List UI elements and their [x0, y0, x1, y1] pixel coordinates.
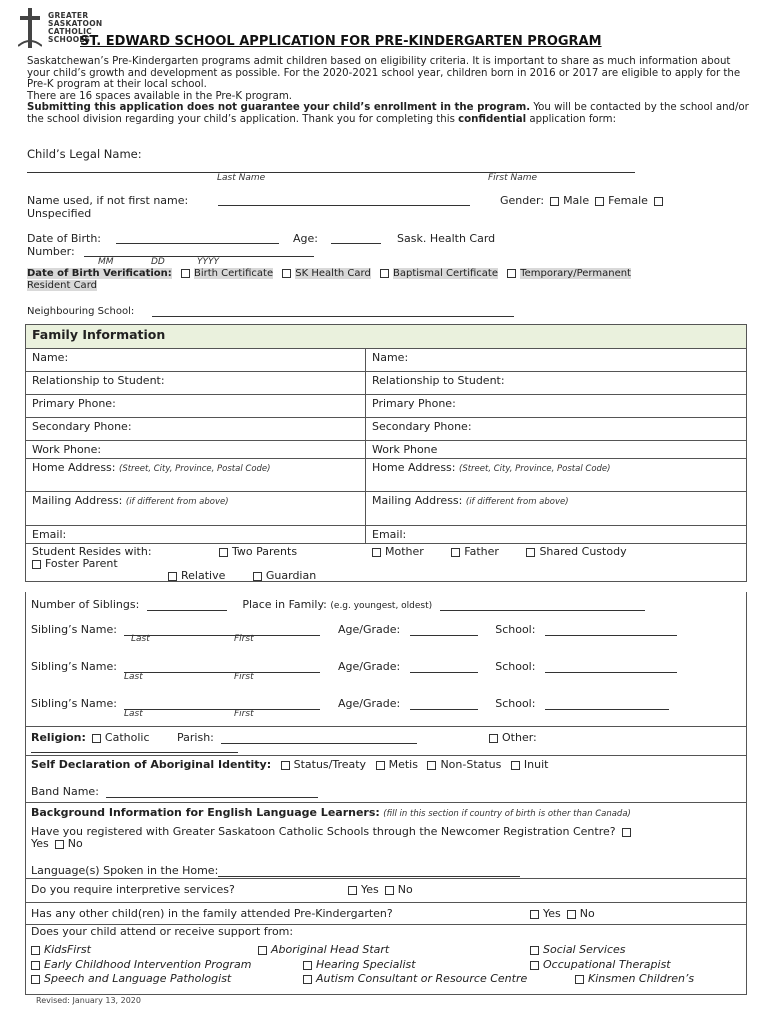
social-services-checkbox[interactable]	[530, 946, 539, 955]
prek-yes-checkbox[interactable]	[530, 910, 539, 919]
school-label: School:	[495, 660, 536, 673]
guardian-checkbox[interactable]	[253, 572, 262, 581]
languages-row	[31, 864, 520, 877]
age-grade-label: Age/Grade:	[337, 623, 401, 636]
kidsfirst-label: KidsFirst	[44, 943, 91, 956]
support-ecip	[25, 958, 251, 971]
siblings-number-label: Number of Siblings:	[31, 598, 140, 611]
sibling1-school-field[interactable]	[545, 624, 677, 636]
inuit-label: Inuit	[523, 758, 549, 771]
dob-verification-row	[27, 268, 631, 279]
parish-field[interactable]	[221, 732, 417, 744]
parent1-secondary-phone[interactable]: Secondary Phone:	[26, 418, 366, 441]
ecip-checkbox[interactable]	[31, 961, 40, 970]
languages-field[interactable]	[218, 865, 520, 877]
mailing-address-hint: (if different from above)	[465, 497, 569, 507]
age-field[interactable]	[331, 230, 381, 244]
unspecified-checkbox[interactable]	[654, 197, 663, 206]
health-number-label: Number:	[27, 245, 75, 258]
prek-row	[31, 907, 393, 920]
interpretive-row	[31, 883, 235, 896]
interpretive-question: Do you require interpretive services?	[31, 883, 235, 896]
resides-line2	[26, 557, 118, 570]
newcomer-yes-checkbox[interactable]	[622, 828, 631, 837]
two-parents-label: Two Parents	[232, 545, 298, 558]
dd-caption: DD	[151, 257, 165, 267]
slp-checkbox[interactable]	[31, 975, 40, 984]
sibling-name-label: Sibling’s Name:	[31, 623, 117, 636]
sibling2-name-field[interactable]	[124, 661, 320, 673]
interpretive-options	[342, 883, 413, 896]
last-name-caption: Last Name	[217, 173, 266, 183]
sibling-row-1	[31, 623, 677, 636]
parent1-work-phone[interactable]: Work Phone:	[26, 441, 366, 459]
newcomer-row-2	[31, 837, 83, 850]
relative-checkbox[interactable]	[168, 572, 177, 581]
name-used-field[interactable]	[218, 192, 470, 206]
sibling-last-caption: Last	[124, 709, 143, 719]
inuit-checkbox[interactable]	[511, 761, 520, 770]
mailing-address-label: Mailing Address:	[372, 494, 463, 507]
prek-yes-label: Yes	[543, 907, 561, 920]
guardian-label: Guardian	[265, 569, 317, 582]
kinsmen-checkbox[interactable]	[575, 975, 584, 984]
ot-label: Occupational Therapist	[543, 958, 671, 971]
parent2-name[interactable]: Name:	[366, 349, 747, 372]
unspecified-label: Unspecified	[27, 207, 92, 220]
health-number-field[interactable]	[84, 243, 314, 257]
resides-label: Student Resides with:	[32, 545, 152, 558]
place-in-family-hint: (e.g. youngest, oldest)	[330, 601, 433, 611]
temp-perm-label: Temporary/Permanent	[520, 268, 631, 279]
shared-custody-checkbox[interactable]	[526, 548, 535, 557]
parent1-primary-phone[interactable]: Primary Phone:	[26, 395, 366, 418]
interpretive-no-label: No	[397, 883, 413, 896]
parent1-relationship[interactable]: Relationship to Student:	[26, 372, 366, 395]
slp-label: Speech and Language Pathologist	[44, 972, 232, 985]
ot-checkbox[interactable]	[530, 961, 539, 970]
interpretive-yes-label: Yes	[361, 883, 379, 896]
kinsmen-label: Kinsmen Children’s	[588, 972, 695, 985]
sk-health-label: SK Health Card	[295, 268, 371, 279]
logo-line: CATHOLIC	[48, 27, 92, 36]
birth-cert-label: Birth Certificate	[193, 268, 274, 279]
sibling-last-caption: Last	[124, 672, 143, 682]
parish-label: Parish:	[177, 731, 214, 744]
baptismal-label: Baptismal Certificate	[392, 268, 498, 279]
aboriginal-row	[31, 758, 548, 771]
support-kidsfirst	[25, 943, 91, 956]
kidsfirst-checkbox[interactable]	[31, 946, 40, 955]
name-used-label: Name used, if not first name:	[27, 194, 189, 207]
sk-health-checkbox[interactable]	[282, 269, 291, 278]
intro-text	[27, 56, 752, 126]
siblings-number-field[interactable]	[147, 599, 227, 611]
ell-header-row	[31, 806, 631, 819]
support-slp	[25, 972, 231, 985]
page-title: ST. EDWARD SCHOOL APPLICATION FOR PRE-KINDERGARTEN PROGRAM	[80, 34, 602, 49]
age-grade-label: Age/Grade:	[337, 660, 401, 673]
mother-checkbox[interactable]	[372, 548, 381, 557]
father-checkbox[interactable]	[451, 548, 460, 557]
sibling2-school-field[interactable]	[545, 661, 677, 673]
female-label: Female	[608, 194, 648, 207]
legal-name-label: Child’s Legal Name:	[27, 147, 142, 161]
sibling1-age-field[interactable]	[410, 624, 478, 636]
birth-cert-checkbox[interactable]	[181, 269, 190, 278]
parent1-name[interactable]: Name:	[26, 349, 366, 372]
non-status-label: Non-Status	[440, 758, 502, 771]
metis-label: Metis	[388, 758, 418, 771]
dob-field[interactable]	[116, 230, 279, 244]
sibling3-name-field[interactable]	[124, 698, 320, 710]
resides-line3	[162, 569, 316, 582]
band-row	[31, 785, 318, 798]
hearing-label: Hearing Specialist	[316, 958, 416, 971]
place-in-family-field[interactable]	[440, 599, 645, 611]
intro-p1: Saskatchewan’s Pre-Kindergarten programs admit children based on eligibility criteria. It is important to share as much information about your child’s growth and development as possible. For the 2020-2021 school year, children born in 2016 or 2017 are eligible to apply for the Pre-K program at their local school.	[27, 56, 741, 91]
sibling-first-caption: First	[234, 634, 254, 644]
ecip-label: Early Childhood Intervention Program	[44, 958, 252, 971]
two-parents-checkbox[interactable]	[219, 548, 228, 557]
sibling-last-caption: Last	[131, 634, 150, 644]
hearing-checkbox[interactable]	[303, 961, 312, 970]
prek-question: Has any other child(ren) in the family attended Pre-Kindergarten?	[31, 907, 393, 920]
sibling1-name-field[interactable]	[124, 624, 320, 636]
metis-checkbox[interactable]	[376, 761, 385, 770]
home-address-label: Home Address:	[372, 461, 456, 474]
social-services-label: Social Services	[543, 943, 626, 956]
resides-with-cell	[26, 544, 747, 582]
temp-perm-checkbox[interactable]	[507, 269, 516, 278]
prek-options	[524, 907, 595, 920]
relative-label: Relative	[181, 569, 226, 582]
support-social-services	[524, 943, 626, 956]
resident-card-label: Resident Card	[27, 280, 97, 291]
parent2-work-phone[interactable]: Work Phone	[366, 441, 747, 459]
legal-name-field[interactable]	[27, 158, 635, 173]
shared-custody-label: Shared Custody	[539, 545, 627, 558]
support-head-start	[252, 943, 389, 956]
parent2-mailing-address[interactable]	[366, 492, 747, 526]
religion-label: Religion:	[31, 731, 86, 744]
revised-date: Revised: January 13, 2020	[36, 996, 141, 1005]
mailing-address-label: Mailing Address:	[32, 494, 123, 507]
school-label: School:	[495, 697, 536, 710]
home-address-hint: (Street, City, Province, Postal Code)	[119, 464, 271, 474]
autism-label: Autism Consultant or Resource Centre	[316, 972, 528, 985]
intro-p2: There are 16 spaces available in the Pre-K program.	[27, 90, 292, 102]
newcomer-question: Have you registered with Greater Saskatoon Catholic Schools through the Newcomer Registration Centre?	[31, 825, 616, 838]
school-label: School:	[495, 623, 536, 636]
support-ot	[524, 958, 671, 971]
family-header: Family Information	[26, 325, 747, 349]
autism-checkbox[interactable]	[303, 975, 312, 984]
age-label: Age:	[293, 232, 318, 245]
parent1-mailing-address[interactable]	[26, 492, 366, 526]
intro-p4-a: the school division regarding your child’s application. Thank you for completing this	[27, 113, 459, 125]
interpretive-yes-checkbox[interactable]	[348, 886, 357, 895]
ell-hint: (fill in this section if country of birth is other than Canada)	[383, 809, 631, 819]
newcomer-yes-label: Yes	[31, 837, 49, 850]
religion-other-group	[483, 731, 537, 744]
prek-no-label: No	[579, 907, 595, 920]
female-checkbox[interactable]	[595, 197, 604, 206]
family-table	[25, 324, 747, 582]
dob-label: Date of Birth:	[27, 232, 102, 245]
sibling-first-caption: First	[234, 672, 254, 682]
support-kinsmen	[569, 972, 694, 985]
home-address-label: Home Address:	[32, 461, 116, 474]
intro-p4-bold: confidential	[458, 113, 527, 125]
foster-parent-checkbox[interactable]	[32, 560, 41, 569]
newcomer-no-label: No	[67, 837, 83, 850]
dob-verification-label: Date of Birth Verification:	[27, 268, 172, 279]
baptismal-checkbox[interactable]	[380, 269, 389, 278]
resides-line1-options-b	[366, 545, 627, 558]
parent2-relationship[interactable]: Relationship to Student:	[366, 372, 747, 395]
intro-p3-bold: Submitting this application does not guarantee your child’s enrollment in the program.	[27, 102, 531, 114]
gender-label: Gender:	[500, 194, 545, 207]
catholic-checkbox[interactable]	[92, 734, 101, 743]
mm-caption: MM	[98, 257, 114, 267]
first-name-caption: First Name	[488, 173, 538, 183]
status-treaty-label: Status/Treaty	[293, 758, 367, 771]
parent2-email[interactable]: Email:	[366, 526, 747, 544]
intro-p3	[27, 102, 752, 114]
support-hearing	[297, 958, 416, 971]
parent2-secondary-phone[interactable]: Secondary Phone:	[366, 418, 747, 441]
mailing-address-hint: (if different from above)	[125, 497, 229, 507]
interpretive-no-checkbox[interactable]	[385, 886, 394, 895]
neighbouring-school-label: Neighbouring School:	[27, 306, 135, 317]
male-label: Male	[563, 194, 590, 207]
other-religion-label: Other:	[502, 731, 537, 744]
logo-line: SCHOOLS	[48, 35, 91, 44]
male-checkbox[interactable]	[550, 197, 559, 206]
intro-p4-b: application form:	[526, 113, 617, 125]
health-card-label: Sask. Health Card	[397, 232, 496, 245]
head-start-checkbox[interactable]	[258, 946, 267, 955]
other-religion-field[interactable]	[31, 743, 238, 753]
neighbouring-school-field[interactable]	[152, 304, 514, 317]
siblings-number-row	[31, 598, 645, 611]
home-address-hint: (Street, City, Province, Postal Code)	[459, 464, 611, 474]
foster-parent-label: Foster Parent	[45, 557, 118, 570]
support-question: Does your child attend or receive support from:	[31, 925, 294, 938]
parent2-home-address[interactable]	[366, 459, 747, 492]
resides-line1-options	[213, 545, 297, 558]
languages-label: Language(s) Spoken in the Home:	[31, 864, 219, 877]
intro-p3-rest: You will be contacted by the school and/or	[530, 102, 749, 114]
aboriginal-label: Self Declaration of Aboriginal Identity:	[31, 758, 272, 771]
status-treaty-checkbox[interactable]	[281, 761, 290, 770]
sibling-name-label: Sibling’s Name:	[31, 697, 117, 710]
yyyy-caption: YYYY	[197, 257, 219, 267]
parent1-home-address[interactable]	[26, 459, 366, 492]
band-name-label: Band Name:	[31, 785, 99, 798]
sibling3-school-field[interactable]	[545, 698, 669, 710]
intro-p4	[27, 114, 752, 126]
sibling-name-label: Sibling’s Name:	[31, 660, 117, 673]
newcomer-row	[31, 825, 635, 838]
cross-logo-icon	[18, 8, 42, 48]
support-autism	[297, 972, 527, 985]
place-in-family-label: Place in Family:	[242, 598, 327, 611]
gender-group	[500, 194, 667, 207]
band-name-field[interactable]	[106, 786, 318, 798]
catholic-label: Catholic	[104, 731, 150, 744]
head-start-label: Aboriginal Head Start	[271, 943, 390, 956]
logo-line: SASKATOON	[48, 19, 103, 28]
ell-label: Background Information for English Language Learners:	[31, 806, 380, 819]
mother-label: Mother	[385, 545, 424, 558]
parent2-primary-phone[interactable]: Primary Phone:	[366, 395, 747, 418]
logo-line: GREATER	[48, 11, 89, 20]
non-status-checkbox[interactable]	[427, 761, 436, 770]
age-grade-label: Age/Grade:	[337, 697, 401, 710]
sibling-first-caption: First	[234, 709, 254, 719]
other-religion-checkbox[interactable]	[489, 734, 498, 743]
sibling3-age-field[interactable]	[410, 698, 478, 710]
sibling2-age-field[interactable]	[410, 661, 478, 673]
newcomer-no-checkbox[interactable]	[55, 840, 64, 849]
prek-no-checkbox[interactable]	[567, 910, 576, 919]
father-label: Father	[464, 545, 499, 558]
parent1-email[interactable]: Email:	[26, 526, 366, 544]
